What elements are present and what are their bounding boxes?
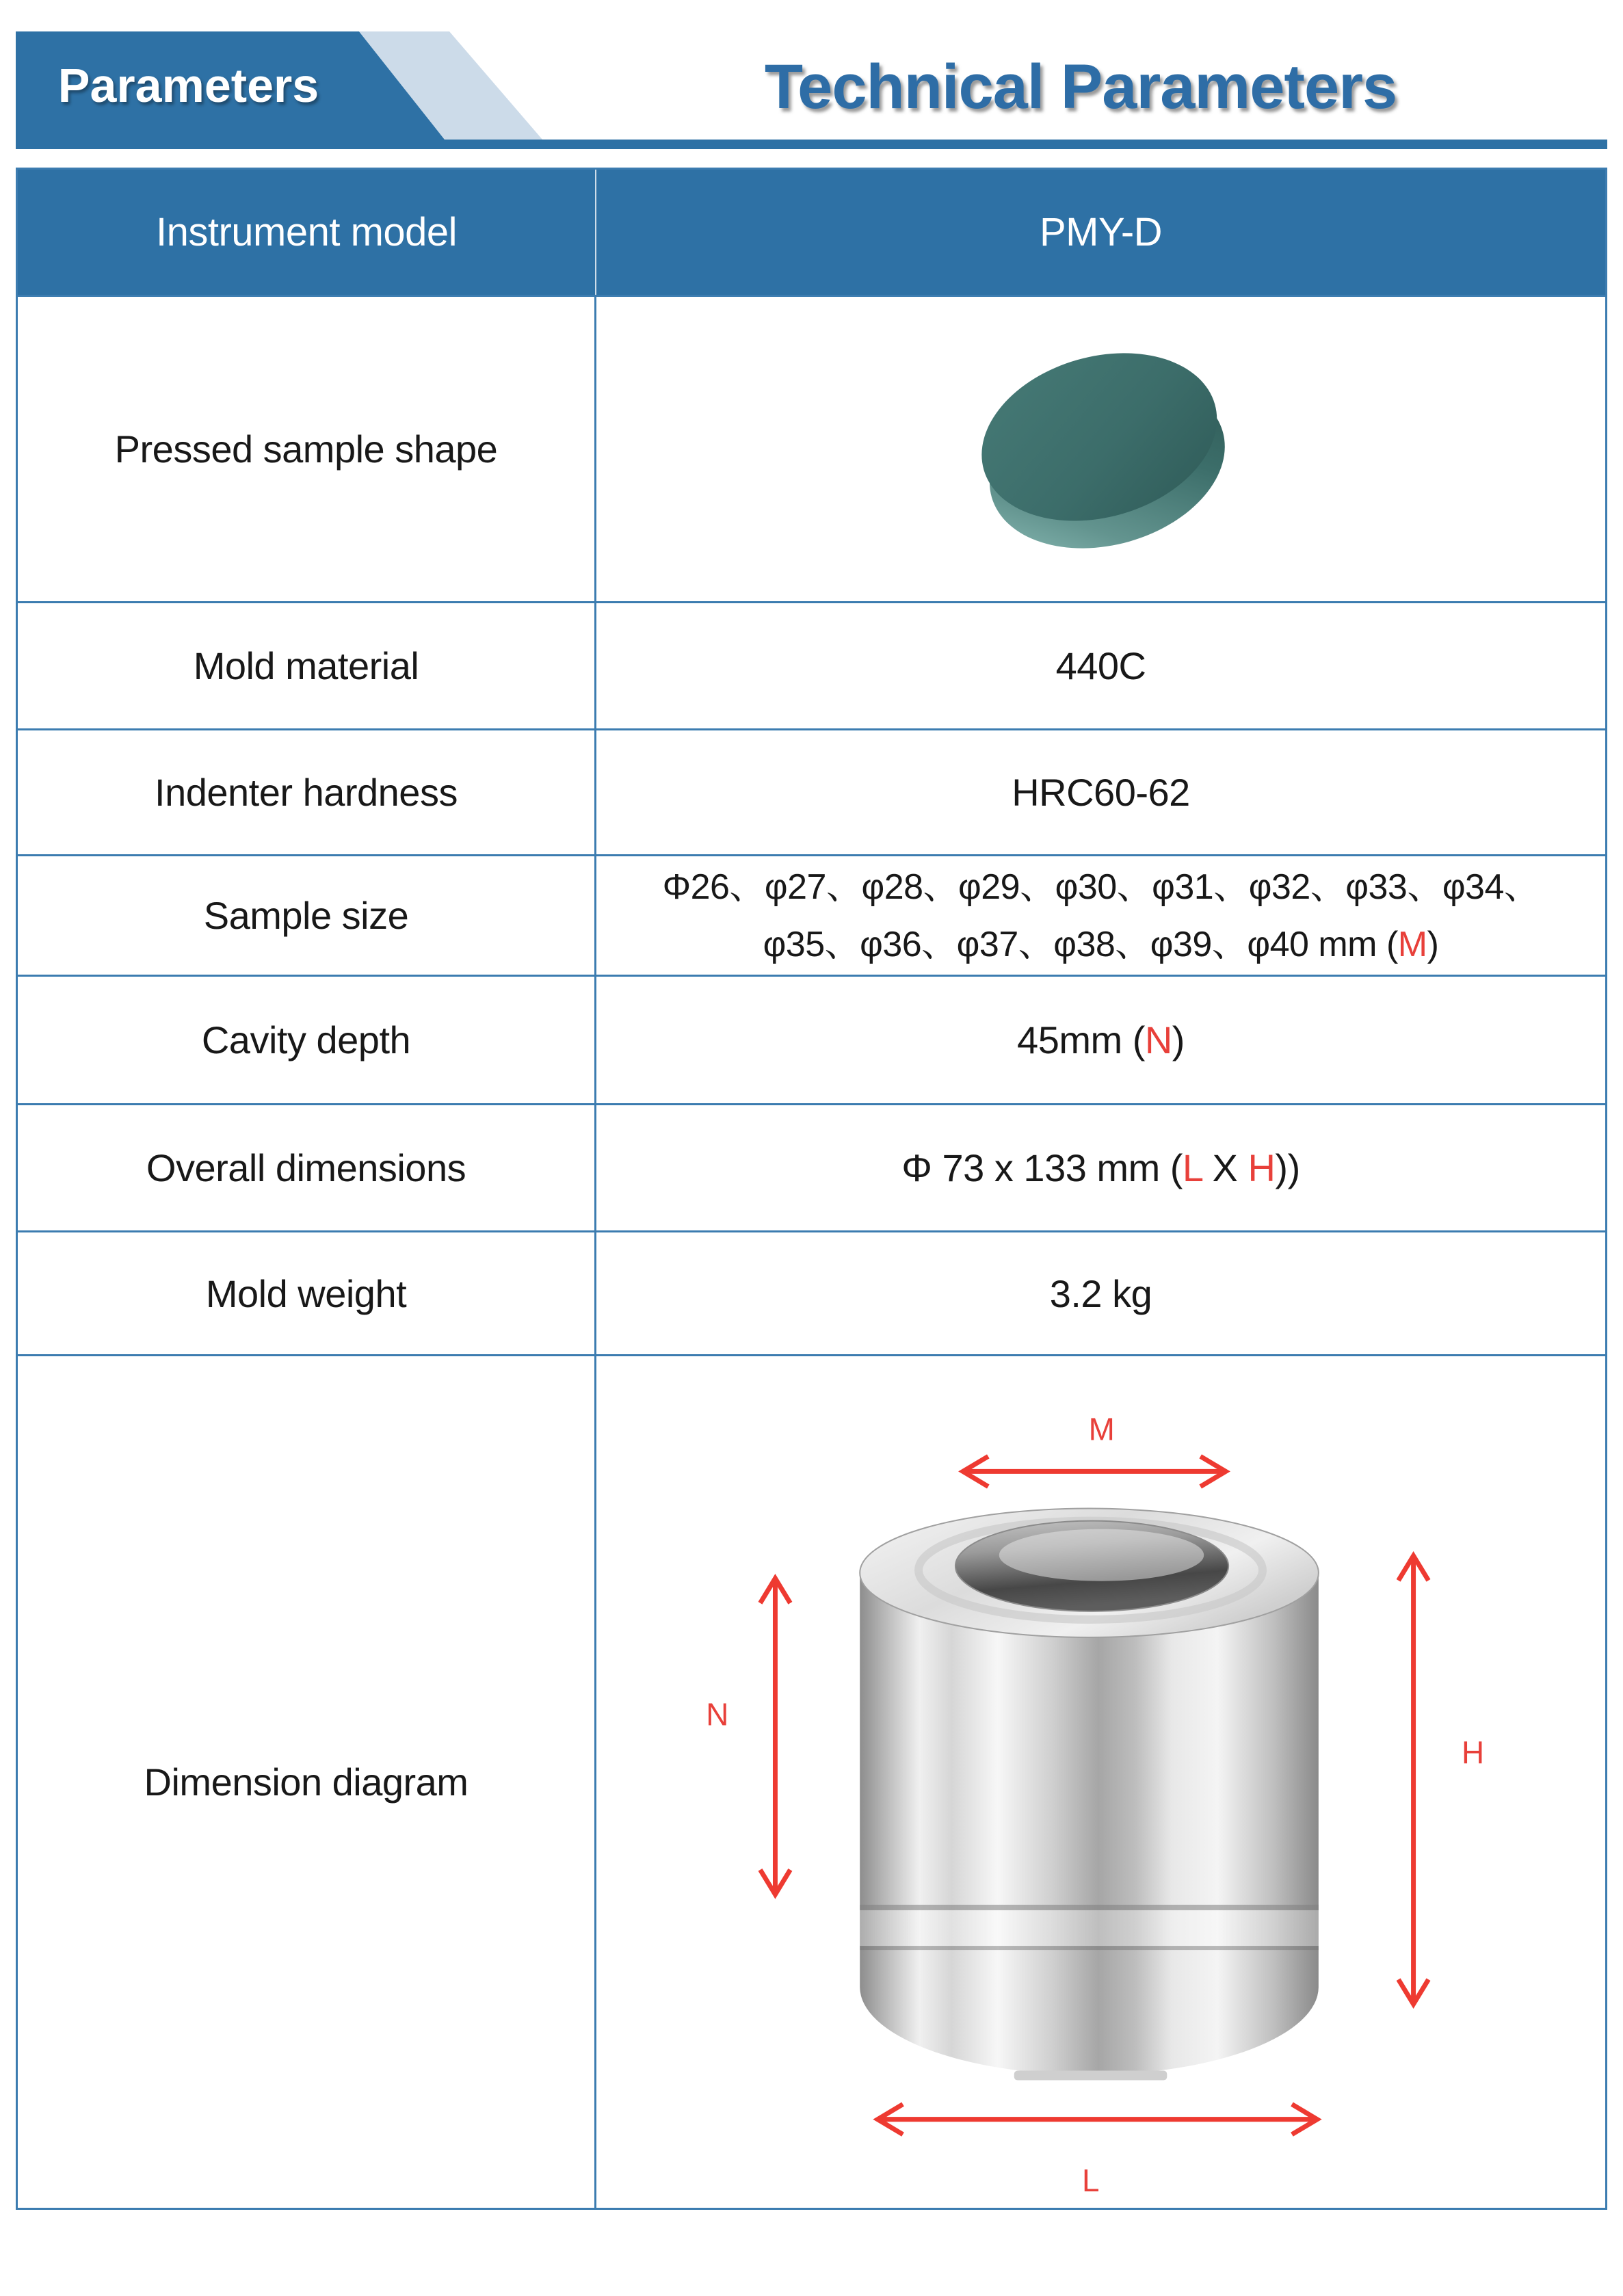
row-value: 440C — [1055, 644, 1146, 687]
banner-label: Parameters — [57, 59, 319, 112]
h-label: H — [1462, 1734, 1484, 1771]
row-label-cell — [18, 1232, 596, 1354]
cylinder-groove-band — [860, 1910, 1319, 1946]
dim-letter-n: N — [1144, 1018, 1172, 1061]
table-row-overall-dimensions — [18, 1103, 1605, 1230]
dimension-diagram-cell — [596, 1356, 1605, 2208]
mold-diagram-image — [596, 1356, 1605, 2208]
header-value-cell — [596, 170, 1605, 295]
row-value-cell — [596, 603, 1605, 728]
sample-shape-image-cell — [596, 297, 1605, 601]
row-value-cell — [596, 1105, 1605, 1230]
dim-letter-l: L — [1182, 1146, 1202, 1189]
row-label: Cavity depth — [201, 1018, 411, 1061]
row-label-cell — [18, 730, 596, 854]
row-label: Pressed sample shape — [114, 427, 498, 471]
header-label: Instrument model — [155, 210, 458, 254]
header-label-cell — [18, 170, 596, 295]
table-row-sample-size — [18, 854, 1605, 975]
row-value: 45mm (N) — [1017, 1018, 1185, 1061]
row-label-cell — [18, 856, 596, 975]
teal-disc-image — [596, 297, 1605, 601]
l-label: L — [1082, 2162, 1100, 2198]
table-header-row — [18, 170, 1605, 295]
row-label-cell — [18, 977, 596, 1103]
row-value: 3.2 kg — [1049, 1271, 1152, 1315]
m-label: M — [1088, 1411, 1115, 1447]
technical-parameters-table — [16, 168, 1607, 2210]
dim-letter-h: H — [1248, 1146, 1276, 1189]
table-row-dimension-diagram — [18, 1354, 1605, 2208]
table-row-cavity-depth — [18, 975, 1605, 1103]
table-row-indenter-hardness — [18, 728, 1605, 854]
row-label: Mold material — [193, 644, 419, 687]
cylinder-foot — [1014, 2071, 1167, 2081]
row-label: Mold weight — [205, 1271, 407, 1315]
row-value: Φ 73 x 133 mm (L X H)) — [901, 1146, 1300, 1189]
sample-size-line2: φ35、φ36、φ37、φ38、φ39、φ40 mm (M) — [763, 924, 1439, 964]
table-row-mold-weight — [18, 1230, 1605, 1354]
row-value-cell — [596, 730, 1605, 854]
table-row-sample-shape — [18, 295, 1605, 601]
row-label-cell — [18, 297, 596, 601]
row-value-cell — [596, 1232, 1605, 1354]
row-label: Dimension diagram — [144, 1760, 469, 1804]
cylinder-groove-line — [860, 1905, 1319, 1910]
dim-letter-m: M — [1397, 924, 1427, 964]
cylinder-body — [860, 1573, 1319, 2075]
row-label-cell — [18, 603, 596, 728]
n-label: N — [706, 1696, 728, 1732]
hole-inner-highlight — [999, 1529, 1204, 1581]
row-value: HRC60-62 — [1012, 771, 1190, 814]
header-underline-bar — [16, 140, 1607, 149]
model-value: PMY-D — [1039, 210, 1163, 254]
row-label-cell — [18, 1105, 596, 1230]
sample-size-value — [596, 858, 1605, 973]
cylinder-groove-line2 — [860, 1946, 1319, 1950]
steel-cylinder — [860, 1509, 1319, 2081]
row-label: Indenter hardness — [155, 771, 458, 814]
disc-group — [962, 327, 1245, 575]
row-label: Sample size — [203, 894, 409, 937]
row-label-cell — [18, 1356, 596, 2208]
sample-size-line1: Φ26、φ27、φ28、φ29、φ30、φ31、φ32、φ33、φ34、 — [662, 867, 1540, 907]
table-row-mold-material — [18, 601, 1605, 728]
row-value-cell — [596, 856, 1605, 975]
row-label: Overall dimensions — [146, 1146, 466, 1189]
row-value-cell — [596, 977, 1605, 1103]
page-title: Technical Parameters — [764, 51, 1397, 122]
